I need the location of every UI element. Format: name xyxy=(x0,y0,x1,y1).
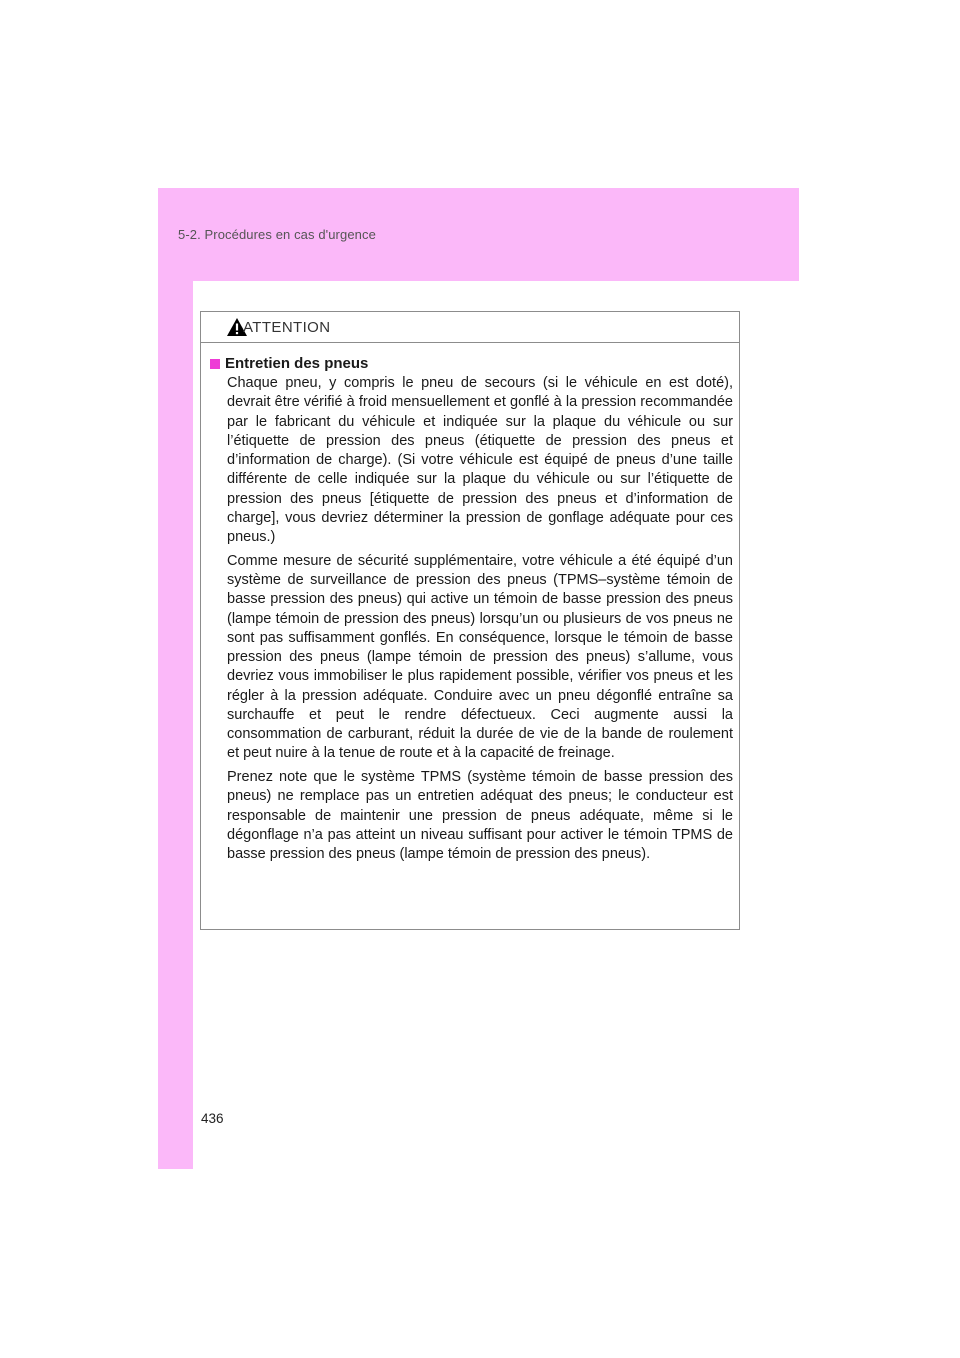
side-strip xyxy=(158,281,193,1169)
paragraph-tpms-note: Prenez note que le système TPMS (système témoin de basse pression des pneus) ne remplace pas un entretien adéquat des pneus; le conducteur est responsable de maintenir une pression de pneus adéquate, même si le dégonflage n’a pas atteint un niveau suffisant pour activer le témoin TPMS de basse pression des pneus (lampe témoin de pression des pneus). xyxy=(227,769,733,862)
square-bullet-icon xyxy=(210,359,220,369)
section-title: 5-2. Procédures en cas d'urgence xyxy=(178,227,376,242)
item-heading xyxy=(210,355,733,373)
warning-body xyxy=(201,343,739,864)
paragraph-tire-check: Chaque pneu, y compris le pneu de secours (si le véhicule en est doté), devrait être vérifié à froid mensuellement et gonflé à la pression recommandée par le fabricant du véhicule et indiquée sur la plaque du véhicule ou sur l’étiquette de pression des pneus (étiquette de pression des pneus et d’information de charge). (Si votre véhicule est équipé de pneus d’une taille différente de celle indiquée sur la plaque du véhicule ou sur l’étiquette de pression des pneus [étiquette de pression des pneus et d’information de charge], vous devriez déterminer la pression de gonflage adéquate pour ces pneus.) xyxy=(227,375,733,545)
paragraph-tpms-system: Comme mesure de sécurité supplémentaire, votre véhicule a été équipé d’un système de surveillance de pression des pneus (TPMS–système témoin de basse pression des pneus) qui active un témoin de basse pression des pneus (lampe témoin de pression des pneus) lorsqu’un ou plusieurs de vos pneus ne sont pas suffisamment gonflés. En conséquence, lorsque le témoin de basse pression des pneus (lampe témoin de pression des pneus) s’allume, vous devriez vous immobiliser le plus rapidement possible, vérifier vos pneus et les régler à la pression adéquate. Conduire avec un pneu dégonflé entraîne sa surchauffe et peut le rendre défectueux. Ceci augmente aussi la consommation de carburant, réduit la durée de vie de la bande de roulement et peut nuire à la tenue de route et à la capacité de freinage. xyxy=(227,552,733,762)
warning-box xyxy=(200,311,740,930)
warning-header xyxy=(201,312,739,343)
warning-title: ATTENTION xyxy=(243,319,331,336)
item-heading-text: Entretien des pneus xyxy=(225,355,369,372)
page-number: 436 xyxy=(201,1111,224,1126)
